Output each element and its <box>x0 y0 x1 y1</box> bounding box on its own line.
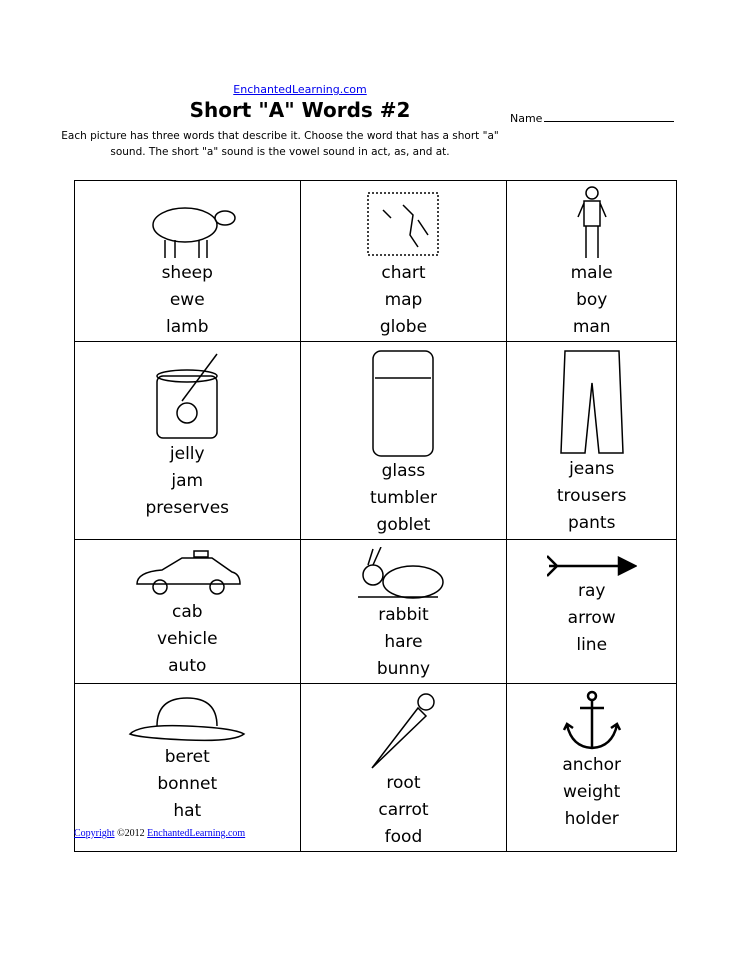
word: arrow <box>567 608 616 628</box>
word: ray <box>577 581 606 601</box>
word: tumbler <box>369 488 437 508</box>
cell-pants <box>507 342 677 540</box>
footer <box>74 828 245 839</box>
footer-site-link[interactable]: EnchantedLearning.com <box>147 828 246 839</box>
word-grid <box>74 180 677 852</box>
cell-arrow <box>507 540 677 684</box>
rabbit-icon <box>348 547 458 602</box>
jam-jar-icon <box>147 351 227 441</box>
word: boy <box>576 290 608 310</box>
word: rabbit <box>378 605 429 625</box>
word: jeans <box>569 459 615 479</box>
carrot-icon <box>368 690 438 770</box>
name-field[interactable] <box>510 112 674 125</box>
word: beret <box>164 747 210 767</box>
word: jam <box>171 471 204 491</box>
word: carrot <box>378 800 429 820</box>
anchor-icon <box>562 690 622 752</box>
word: globe <box>379 317 428 337</box>
word: bunny <box>376 659 431 679</box>
cell-carrot <box>300 684 507 852</box>
cell-hat <box>75 684 301 852</box>
map-icon <box>363 190 443 260</box>
word: vehicle <box>156 629 218 649</box>
word: holder <box>564 809 619 829</box>
cell-map <box>300 181 507 342</box>
cell-sheep <box>75 181 301 342</box>
word: glass <box>381 461 426 481</box>
word: anchor <box>562 755 622 775</box>
word: lamb <box>166 317 209 337</box>
hat-icon <box>127 694 247 744</box>
word: map <box>384 290 423 310</box>
word: man <box>572 317 611 337</box>
word: sheep <box>161 263 213 283</box>
word: ewe <box>169 290 205 310</box>
word: hare <box>384 632 423 652</box>
word: line <box>576 635 608 655</box>
word: preserves <box>145 498 230 518</box>
taxi-cab-icon <box>132 549 242 599</box>
word: cab <box>171 602 203 622</box>
word: hat <box>173 801 202 821</box>
cell-rabbit <box>300 540 507 684</box>
word: jelly <box>169 444 205 464</box>
arrow-icon <box>547 554 637 578</box>
word: bonnet <box>157 774 218 794</box>
cell-cab <box>75 540 301 684</box>
cell-glass <box>300 342 507 540</box>
cell-man <box>507 181 677 342</box>
site-link[interactable]: EnchantedLearning.com <box>233 83 367 96</box>
sheep-icon <box>137 200 237 260</box>
name-line[interactable] <box>544 121 674 122</box>
word: pants <box>567 513 616 533</box>
copyright-year: ©2012 <box>117 828 145 839</box>
word: auto <box>168 656 207 676</box>
word: weight <box>563 782 621 802</box>
instructions: Each picture has three words that describe it. Choose the word that has a short "a" sound. The short "a" sound is the vowel sound in act, as, and at. <box>61 130 499 158</box>
name-label: Name <box>510 112 543 125</box>
cell-anchor <box>507 684 677 852</box>
glass-icon <box>368 348 438 458</box>
word: trousers <box>556 486 627 506</box>
page-title: Short "A" Words #2 <box>189 98 411 122</box>
word: male <box>570 263 613 283</box>
word: goblet <box>376 515 431 535</box>
word: food <box>384 827 423 847</box>
copyright-link[interactable]: Copyright <box>74 828 115 839</box>
man-icon <box>572 185 612 260</box>
word: root <box>386 773 421 793</box>
word: chart <box>381 263 426 283</box>
cell-jam <box>75 342 301 540</box>
pants-icon <box>557 348 627 456</box>
